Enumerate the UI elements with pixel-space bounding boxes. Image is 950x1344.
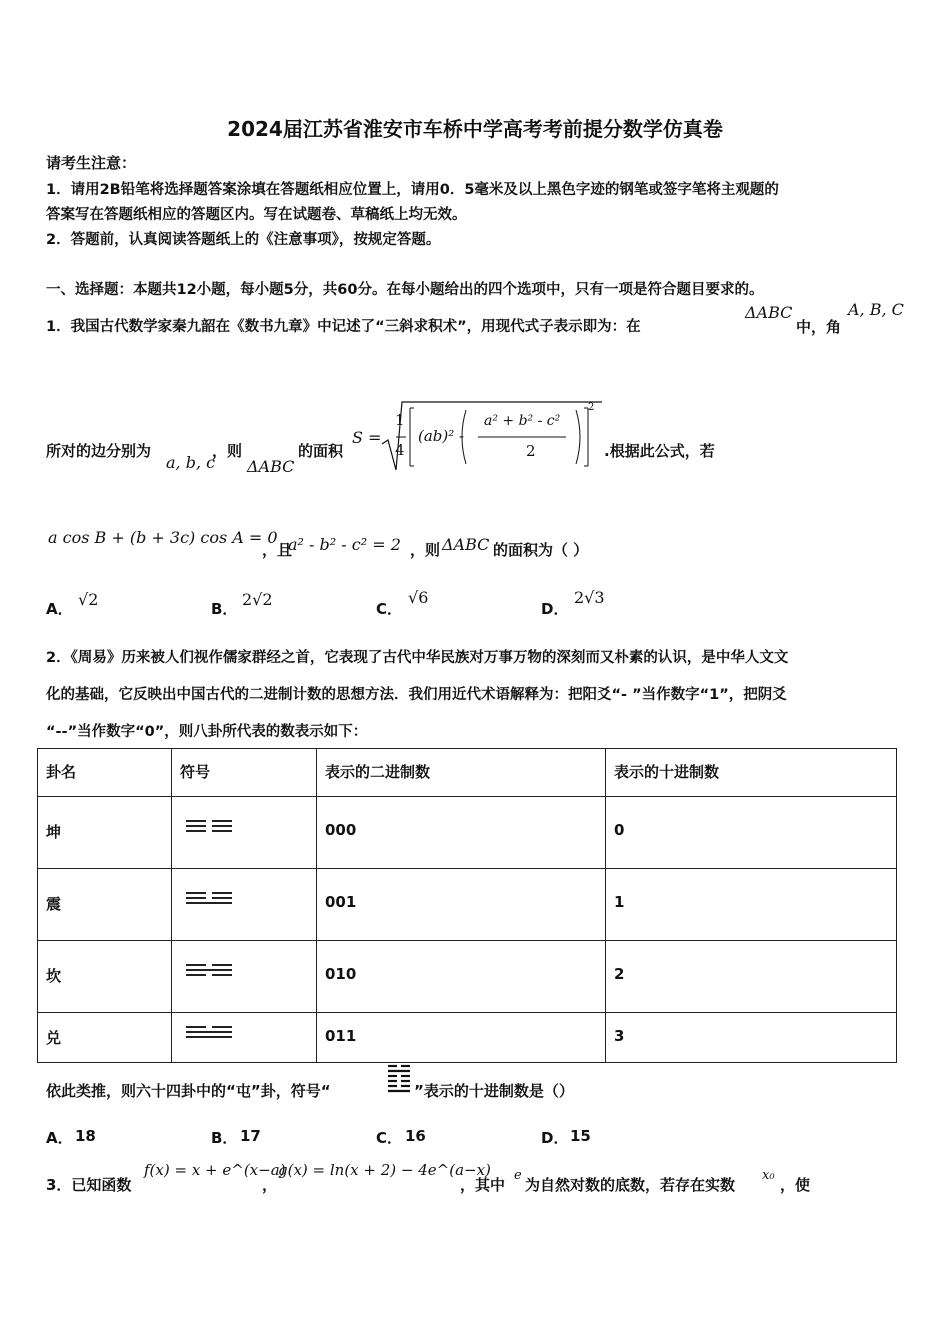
- zhen-trigram-icon: [186, 889, 232, 907]
- q1-intro: 1．我国古代数学家秦九韶在《数书九章》中记述了“三斜求积术”，用现代式子表示即为：在: [46, 319, 641, 335]
- q1-option-a: √2: [78, 590, 99, 609]
- formula-ab: (ab)² -: [418, 427, 465, 445]
- q1-ask-1: ，则: [410, 541, 441, 559]
- q1-ask-2: 的面积为（ ）: [493, 541, 589, 559]
- q2-follow-a: 依此类推，则六十四卦中的“屯”卦，符号“: [46, 1082, 331, 1100]
- notice-line-2: 2．答题前，认真阅读答题纸上的《注意事项》，按规定答题。: [46, 232, 441, 248]
- q3-rest-3: ，使: [780, 1176, 811, 1194]
- q1-sides: a, b, c: [166, 453, 216, 472]
- zhun-hexagram-icon: [388, 1064, 410, 1098]
- q1-option-d-label: D．: [541, 600, 569, 618]
- notice-heading: 请考生注意：: [46, 154, 137, 172]
- notice-line-1a: 1．请用2B铅笔将选择题答案涂填在答题纸相应位置上，请用0．5毫米及以上黑色字迹的钢笔或签字笔将主观题的: [46, 182, 779, 198]
- q1-option-a-label: A．: [46, 600, 73, 618]
- q1-condition-1: a cos B + (b + 3c) cos A = 0: [48, 528, 278, 547]
- q2-option-b: 17: [240, 1127, 261, 1145]
- row-binary: 000: [317, 797, 606, 869]
- formula-exponent: 2: [588, 402, 595, 413]
- q3-rest-2: 为自然对数的底数，若存在实数: [525, 1176, 736, 1194]
- table-row: [38, 869, 897, 941]
- row-decimal: 3: [606, 1013, 897, 1063]
- q2-follow-b: ”表示的十进制数是（）: [414, 1082, 574, 1100]
- q2-option-a: 18: [75, 1127, 96, 1145]
- q1-and: ，且: [262, 541, 293, 559]
- header-name: 卦名: [38, 749, 172, 797]
- q2-option-d-label: D．: [541, 1129, 569, 1147]
- q1-option-c-label: C．: [376, 600, 403, 618]
- trigram-cell: [172, 1013, 317, 1063]
- q2-option-b-label: B．: [211, 1129, 238, 1147]
- page-title: 2024届江苏省淮安市车桥中学高考考前提分数学仿真卷: [227, 117, 723, 141]
- table-row: [38, 1013, 897, 1063]
- q1-triangle-3: ΔABC: [442, 535, 490, 554]
- q1-option-c: √6: [408, 588, 429, 607]
- q2-option-d: 15: [570, 1127, 591, 1145]
- q3-function-g: g(x) = ln(x + 2) − 4e^(a−x): [278, 1161, 491, 1179]
- q2-paragraph-1: 2．《周易》历来被人们视作儒家群经之首，它表现了古代中华民族对万事万物的深刻而又朴素的认识，是中华人文文: [46, 650, 789, 666]
- kan-trigram-icon: [186, 961, 232, 979]
- q1-triangle: ΔABC: [745, 303, 793, 322]
- paren-right: [576, 410, 580, 464]
- q1-after-formula: .根据此公式，若: [604, 442, 715, 460]
- row-decimal: 2: [606, 941, 897, 1013]
- q1-sides-text: 所对的边分别为: [46, 442, 152, 460]
- q1-option-b: 2√2: [242, 590, 273, 609]
- section-heading: 一、选择题：本题共12小题，每小题5分，共60分。在每小题给出的四个选项中，只有一项是符合题目要求的。: [46, 282, 764, 298]
- row-decimal: 1: [606, 869, 897, 941]
- q2-paragraph-3: “--”当作数字“0”，则八卦所代表的数表示如下：: [46, 724, 368, 740]
- hexagram-svg: [388, 1064, 410, 1094]
- dui-trigram-icon: [186, 1023, 232, 1041]
- q3-rest: ，其中: [460, 1176, 506, 1194]
- header-binary: 表示的二进制数: [317, 749, 606, 797]
- row-name: 兑: [38, 1013, 172, 1063]
- formula-s: S =: [352, 428, 382, 447]
- q1-condition-2: a² - b² - c² = 2: [288, 535, 401, 554]
- trigram-cell: [172, 797, 317, 869]
- formula-denominator: 2: [526, 442, 536, 460]
- q1-triangle-2: ΔABC: [247, 457, 295, 476]
- bagua-table: [37, 748, 897, 1063]
- row-name: 震: [38, 869, 172, 941]
- row-binary: 001: [317, 869, 606, 941]
- formula-numerator: a² + b² - c²: [484, 413, 561, 429]
- q2-paragraph-2: 化的基础，它反映出中国古代的二进制计数的思想方法．我们用近代术语解释为：把阳爻“- ”当作数字“1”，把阴爻: [46, 687, 787, 703]
- q3-intro: 3．已知函数: [46, 1176, 132, 1194]
- row-name: 坤: [38, 797, 172, 869]
- q3-e: e: [514, 1168, 522, 1183]
- row-name: 坎: [38, 941, 172, 1013]
- trigram-cell: [172, 941, 317, 1013]
- table-header-row: [38, 749, 897, 797]
- row-decimal: 0: [606, 797, 897, 869]
- q3-x0: x₀: [762, 1168, 775, 1183]
- kun-trigram-icon: [186, 817, 232, 835]
- q3-function-f: f(x) = x + e^(x−a): [144, 1161, 286, 1179]
- trigram-cell: [172, 869, 317, 941]
- q1-mid: 中，角: [796, 318, 842, 336]
- q1-option-d: 2√3: [574, 588, 605, 607]
- q2-option-c: 16: [405, 1127, 426, 1145]
- formula-radical: [380, 400, 605, 472]
- header-decimal: 表示的十进制数: [606, 749, 897, 797]
- q1-option-b-label: B．: [211, 600, 238, 618]
- table-row: [38, 797, 897, 869]
- row-binary: 010: [317, 941, 606, 1013]
- formula-one: 1: [395, 411, 405, 429]
- q1-then: ，则: [212, 442, 243, 460]
- q3-comma: ，: [262, 1176, 278, 1194]
- q1-area-of: 的面积: [298, 442, 344, 460]
- row-binary: 011: [317, 1013, 606, 1063]
- header-symbol: 符号: [172, 749, 317, 797]
- formula-four: 4: [395, 441, 405, 459]
- notice-line-1b: 答案写在答题纸相应的答题区内。写在试题卷、草稿纸上均无效。: [46, 207, 467, 223]
- q2-option-a-label: A．: [46, 1129, 73, 1147]
- q2-option-c-label: C．: [376, 1129, 403, 1147]
- q1-angles: A, B, C: [848, 300, 904, 319]
- table-row: [38, 941, 897, 1013]
